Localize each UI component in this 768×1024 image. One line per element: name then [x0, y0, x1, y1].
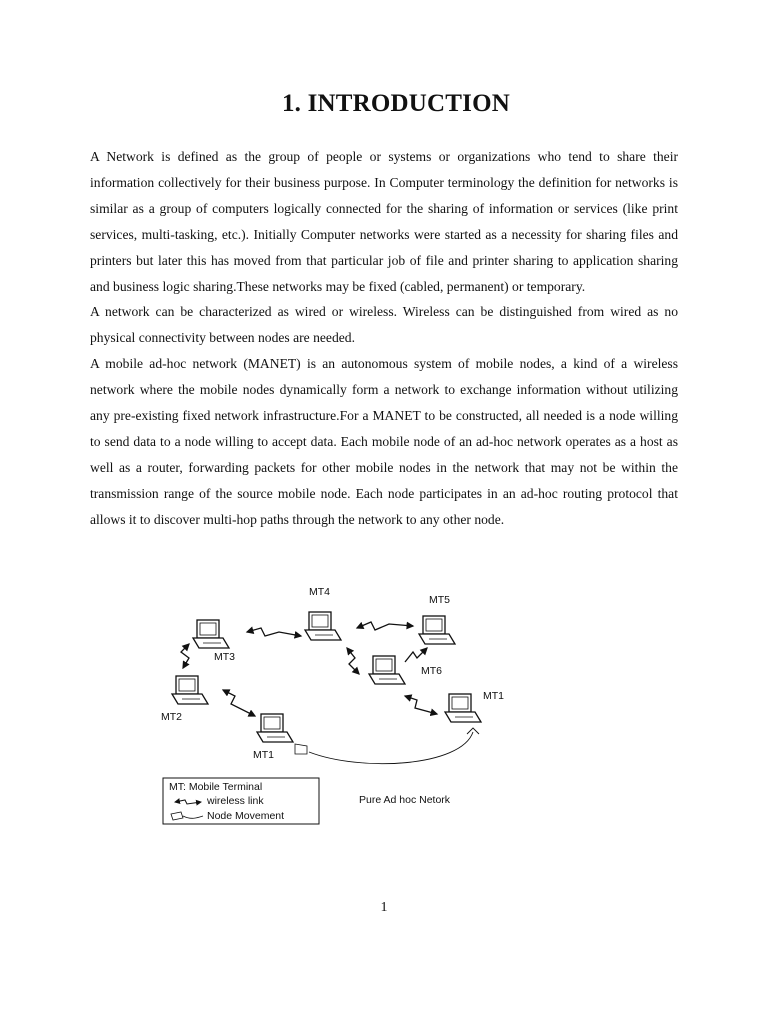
wireless-link: [223, 690, 255, 716]
laptop-icon: [257, 714, 293, 742]
laptop-icon: [369, 656, 405, 684]
body-text: [90, 144, 678, 533]
node-label: MT3: [214, 651, 235, 663]
wireless-link: [405, 696, 437, 714]
node-label: MT1: [483, 690, 504, 702]
laptop-icon: [419, 616, 455, 644]
node-label: MT4: [309, 586, 330, 598]
node-label: MT2: [161, 711, 182, 723]
legend-movement: Node Movement: [207, 810, 285, 822]
node-label: MT1: [253, 749, 274, 761]
paragraph: A network can be characterized as wired or wireless. Wireless can be distinguished from wired as no physical connectivity between nodes are needed.: [90, 304, 678, 346]
legend: [163, 778, 319, 824]
manet-diagram: [161, 582, 517, 828]
legend-wireless: wireless link: [207, 795, 264, 807]
wireless-link: [247, 628, 301, 636]
wireless-link: [181, 644, 189, 668]
page-number: 1: [380, 900, 388, 915]
paragraph: A mobile ad-hoc network (MANET) is an autonomous system of mobile nodes, a kind of a wireless network where the mobile nodes dynamically form a network to exchange information without utilizing any pre-existing fixed network infrastructure.For a MANET to be constructed, all needed is a node willing to send data to a node willing to accept data. Each mobile node of an ad-hoc network operates as a host as well as a router, forwarding packets for other mobile nodes in the network that may not be within the transmission range of the source mobile node. Each node participates in an ad-hoc routing protocol that allows it to discover multi-hop paths through the network to any other node.: [90, 356, 678, 527]
laptop-icon: [445, 694, 481, 722]
laptop-icon: [193, 620, 229, 648]
laptop-icon: [172, 676, 208, 704]
node-label: MT5: [429, 594, 450, 606]
legend-title: MT: Mobile Terminal: [169, 781, 263, 793]
laptop-icon: [305, 612, 341, 640]
node-label: MT6: [421, 665, 442, 677]
page-title: 1. INTRODUCTION: [281, 90, 511, 117]
paragraph: A Network is defined as the group of people or systems or organizations who tend to share their information collectively for their business purpose. In Computer terminology the definition for networks is similar as a group of computers logically connected for the sharing of information or services (like print services, multi-tasking, etc.). Initially Computer networks were started as a necessity for sharing files and printers but later this has moved from that particular job of file and printer sharing to application sharing and business logic sharing.These networks may be fixed (cabled, permanent) or temporary.: [90, 149, 678, 294]
wireless-link: [405, 648, 427, 662]
node-movement-path: [309, 732, 473, 764]
wireless-link: [347, 648, 359, 674]
wireless-link: [357, 622, 413, 630]
node-movement-tail: [295, 744, 307, 754]
figure-caption: Pure Ad hoc Netork: [359, 794, 451, 806]
